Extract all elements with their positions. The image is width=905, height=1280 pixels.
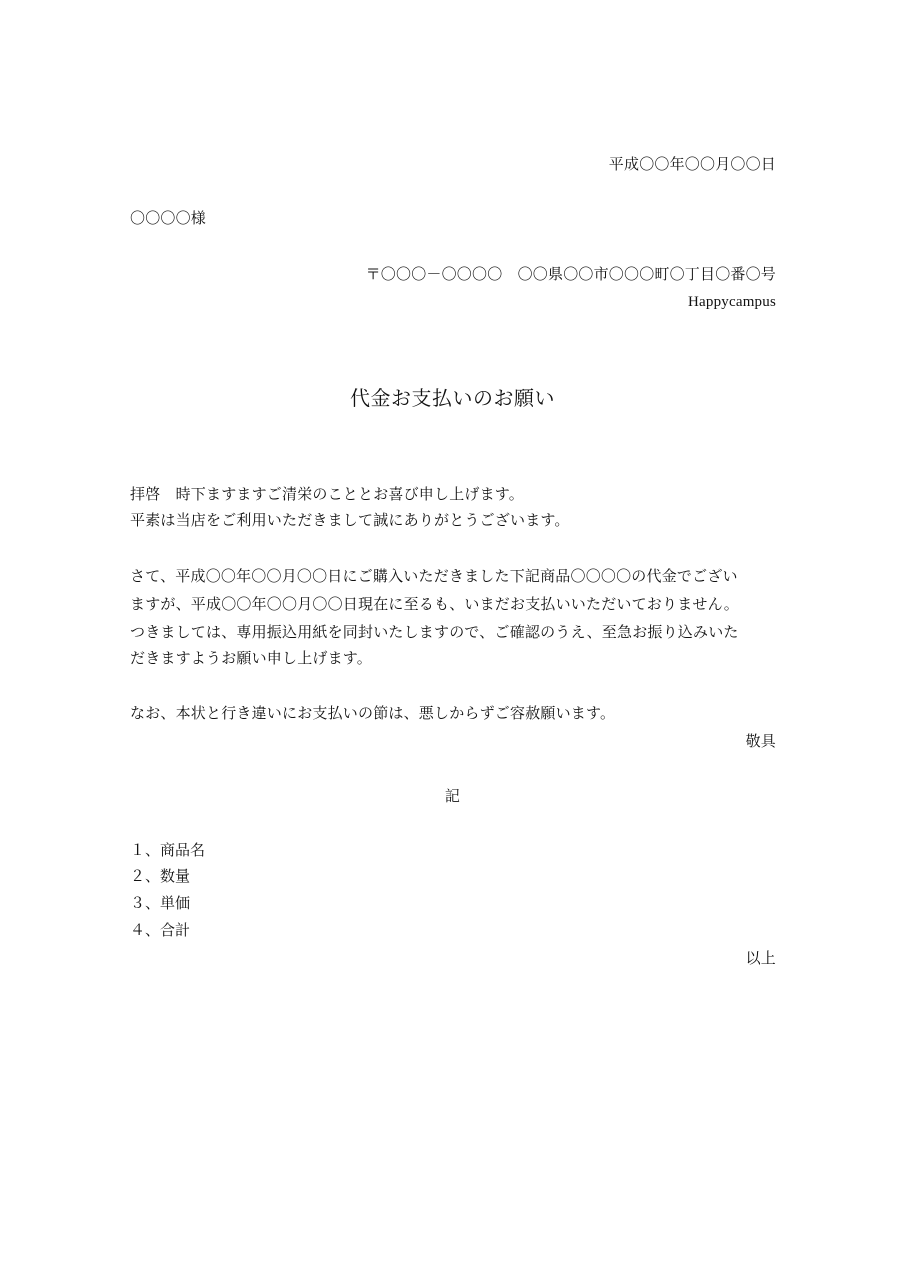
- letter-title: 代金お支払いのお願い: [350, 386, 555, 410]
- sender-name: Happycampus: [687, 294, 776, 310]
- body-line-1: さて、平成〇〇年〇〇月〇〇日にご購入いただきました下記商品〇〇〇〇の代金でござい: [130, 567, 738, 585]
- recipient-name: 〇〇〇〇様: [130, 209, 207, 227]
- closing-note: なお、本状と行き違いにお支払いの節は、悪しからずご容赦願います。: [130, 704, 616, 722]
- closing-keigu: 敬具: [745, 732, 776, 750]
- ki-heading: 記: [444, 787, 461, 805]
- end-marker: 以上: [745, 949, 776, 967]
- greeting-line-1: 拝啓 時下ますますご清栄のこととお喜び申し上げます。: [130, 485, 525, 503]
- list-item-unit-price: ３、単価: [130, 894, 191, 912]
- body-line-4: だきますようお願い申し上げます。: [130, 649, 373, 667]
- sender-address: 〒〇〇〇－〇〇〇〇 〇〇県〇〇市〇〇〇町〇丁目〇番〇号: [365, 265, 776, 283]
- list-item-quantity: ２、数量: [130, 867, 191, 885]
- body-line-3: つきましては、専用振込用紙を同封いたしますので、ご確認のうえ、至急お振り込みいた: [130, 623, 739, 641]
- greeting-line-2: 平素は当店をご利用いただきまして誠にありがとうございます。: [130, 511, 570, 529]
- list-item-total: ４、合計: [130, 921, 191, 939]
- list-item-product-name: １、商品名: [130, 841, 206, 859]
- letter-date: 平成〇〇年〇〇月〇〇日: [608, 155, 776, 173]
- body-line-2: ますが、平成〇〇年〇〇月〇〇日現在に至るも、いまだお支払いいただいておりません。: [130, 595, 739, 613]
